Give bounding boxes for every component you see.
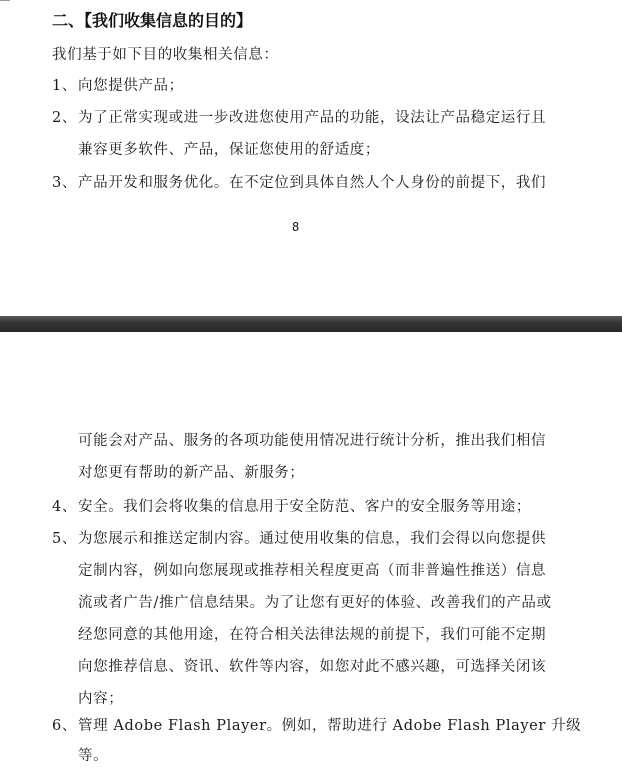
list-item-2 — [52, 107, 546, 129]
list-item-text: 管理 Adobe Flash Player。例如，帮助进行 Adobe Flash Player 升级 — [78, 718, 582, 734]
intro-line: 我们基于如下目的收集相关信息： — [52, 47, 279, 63]
document-page-9 — [0, 332, 622, 774]
list-item-4 — [52, 496, 531, 518]
list-item-text: 产品开发和服务优化。在不定位到具体自然人个人身份的前提下，我们 — [78, 175, 547, 191]
list-item-number: 4、 — [52, 499, 77, 515]
list-item-5-continuation: 内容； — [78, 691, 124, 707]
list-item-number: 5、 — [52, 531, 77, 547]
list-item-2-continuation: 兼容更多软件、产品，保证您使用的舒适度； — [78, 142, 380, 158]
list-item-text: 为了正常实现或进一步改进您使用产品的功能，设法让产品稳定运行且 — [78, 110, 547, 126]
list-item-number: 3、 — [52, 175, 77, 191]
list-item-5-continuation: 向您推荐信息、资讯、软件等内容，如您对此不感兴趣，可选择关闭该 — [78, 659, 547, 675]
list-item-5-continuation: 流或者广告/推广信息结果。为了让您有更好的体验、改善我们的产品或 — [78, 595, 552, 611]
list-item-5-continuation: 定制内容，例如向您展现或推荐相关程度更高（而非普遍性推送）信息 — [78, 563, 547, 579]
page-number: 8 — [292, 220, 300, 234]
list-item-text: 安全。我们会将收集的信息用于安全防范、客户的安全服务等用途； — [78, 499, 531, 515]
section-heading: 二、【我们收集信息的目的】 — [52, 11, 253, 30]
page-separator — [0, 316, 622, 332]
list-item-text: 为您展示和推送定制内容。通过使用收集的信息，我们会得以向您提供 — [78, 531, 547, 547]
list-item-6-continuation: 等。 — [78, 748, 109, 764]
list-item-1 — [52, 75, 184, 97]
list-item-number: 1、 — [52, 78, 77, 94]
continuation-line-1: 可能会对产品、服务的各项功能使用情况进行统计分析，推出我们相信 — [78, 433, 547, 449]
list-item-number: 6、 — [52, 718, 77, 734]
list-item-number: 2、 — [52, 110, 77, 126]
document-page-8 — [0, 0, 622, 316]
continuation-line-2: 对您更有帮助的新产品、新服务； — [78, 465, 305, 481]
list-item-5-continuation: 经您同意的其他用途，在符合相关法律法规的前提下，我们可能不定期 — [78, 627, 547, 643]
list-item-5 — [52, 528, 546, 550]
page-corner-mark — [0, 0, 10, 3]
list-item-text: 向您提供产品； — [78, 78, 184, 94]
list-item-3 — [52, 172, 546, 194]
list-item-6 — [52, 715, 581, 737]
